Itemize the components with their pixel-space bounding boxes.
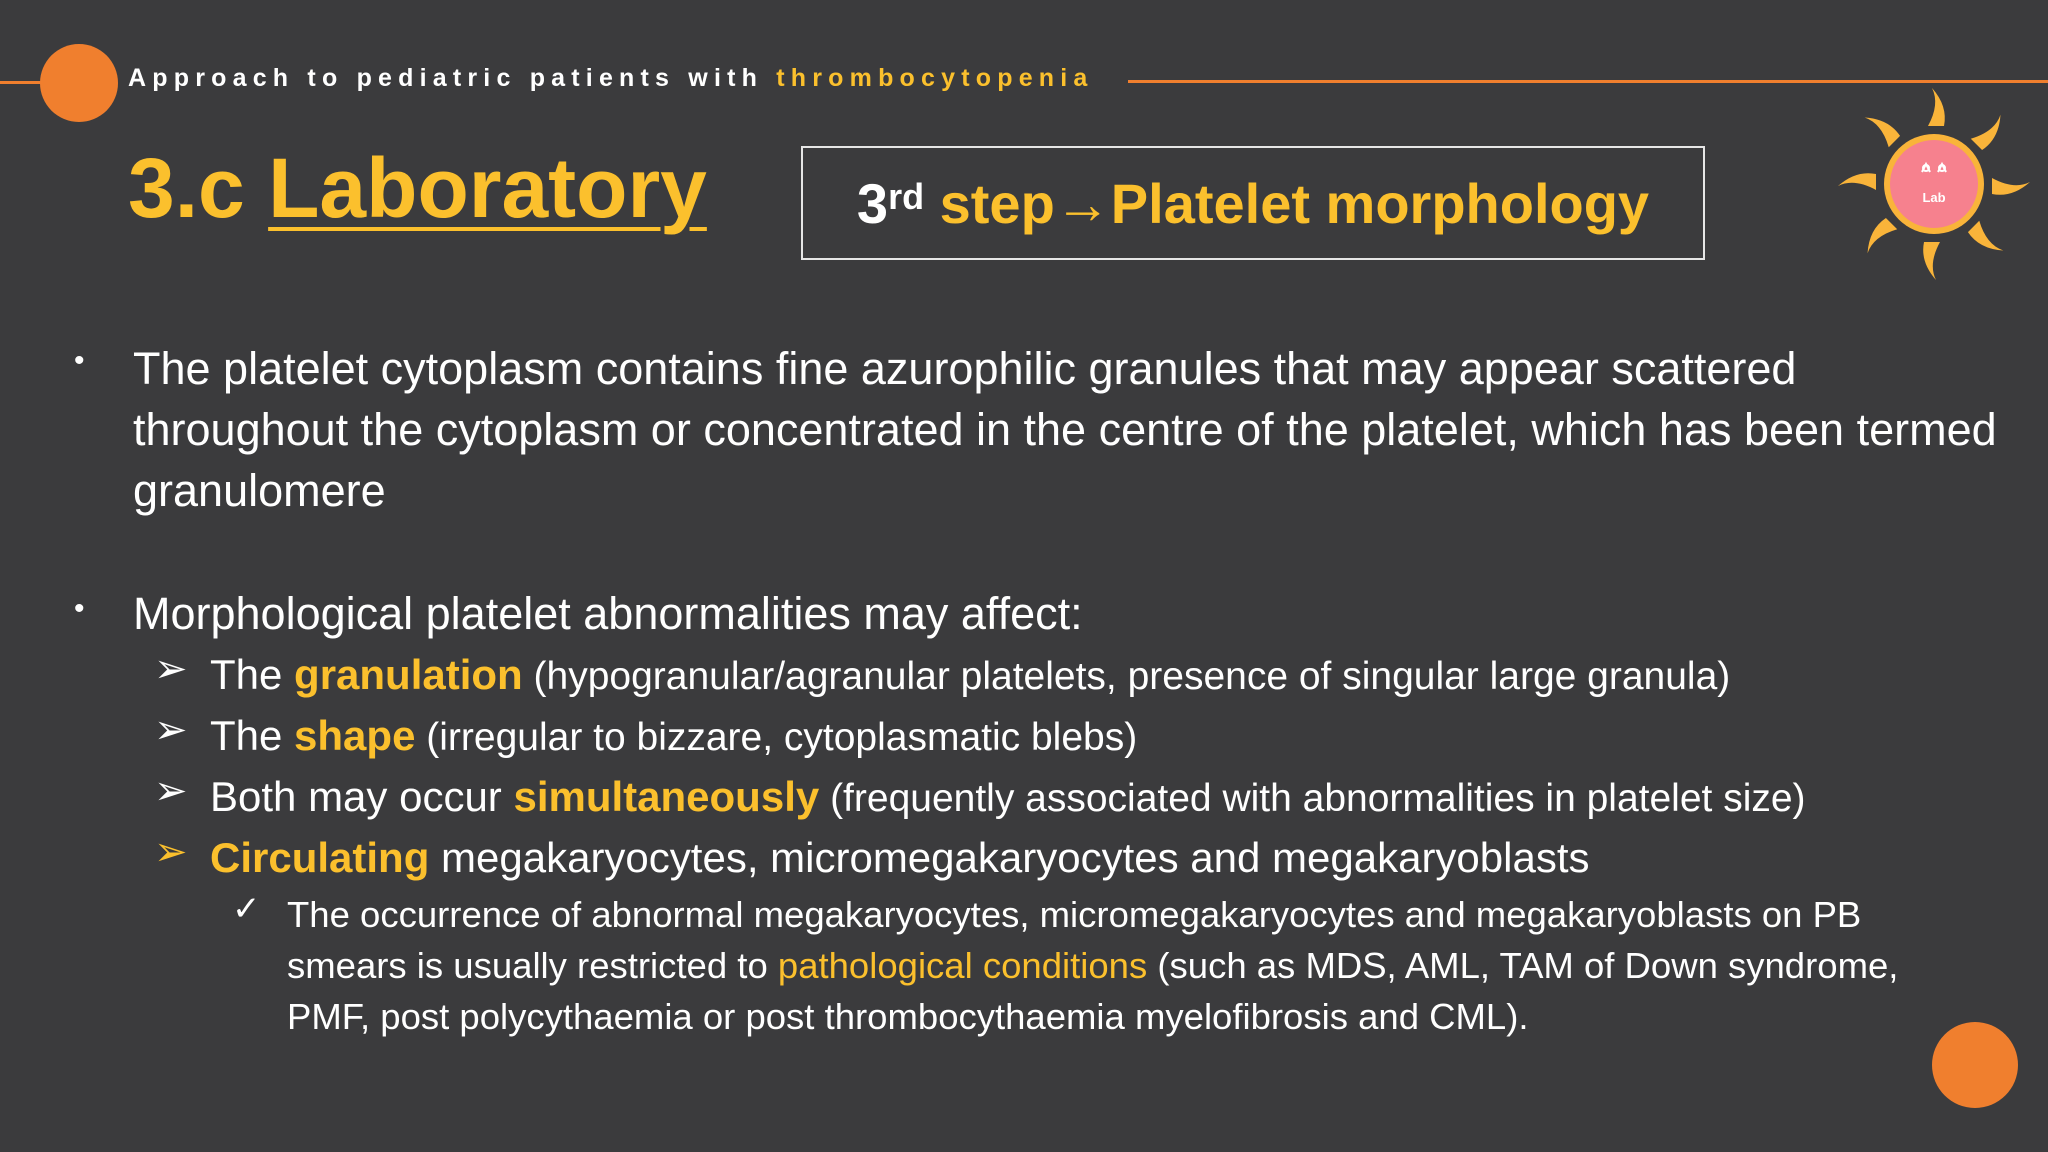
bullet-dot-icon: • xyxy=(74,344,85,377)
header-circle-decoration xyxy=(40,44,118,122)
header-title-prefix: Approach to pediatric patients with xyxy=(128,64,777,92)
footer-circle-decoration xyxy=(1932,1022,2018,1108)
slide-title-word: Laboratory xyxy=(268,141,707,235)
sub-item-simultaneously xyxy=(210,766,1806,829)
step-arrow: → xyxy=(1054,171,1111,235)
sub-item-highlight: Circulating xyxy=(210,834,430,881)
bullet-paragraph-1: The platelet cytoplasm contains fine azurophilic granules that may appear scattered throughout the cytoplasm or concentrated in the centre of the platelet, which has been termed granulomere xyxy=(133,343,1997,516)
step-box xyxy=(801,146,1705,260)
header-line-right xyxy=(1128,80,2048,83)
slide-title xyxy=(128,138,707,238)
sub-item-detail: (frequently associated with abnormalities in platelet size) xyxy=(819,777,1806,820)
logo-text: Lab xyxy=(1922,190,1946,205)
step-topic: Platelet morphology xyxy=(1110,171,1650,235)
step-label: step xyxy=(924,171,1055,235)
sub-item-prefix: The xyxy=(210,651,295,698)
arrow-bullet-icon: ➢ xyxy=(154,830,188,874)
bullet-paragraph-2: Morphological platelet abnormalities may affect: xyxy=(133,588,1083,639)
sub-item-circulating xyxy=(210,827,1590,888)
note-paragraph xyxy=(287,889,1987,1042)
header-line-left xyxy=(0,81,42,84)
slide-title-number: 3.c xyxy=(128,141,269,235)
arrow-bullet-icon: ➢ xyxy=(154,708,188,752)
step-ordinal-suffix: rd xyxy=(888,176,925,217)
header-title xyxy=(128,62,1094,94)
sub-item-shape xyxy=(210,705,1137,768)
sub-item-prefix: Both may occur xyxy=(210,773,514,820)
arrow-bullet-icon: ➢ xyxy=(154,647,188,691)
bullet-dot-icon: • xyxy=(74,592,85,625)
note-highlight: pathological conditions xyxy=(777,945,1148,986)
sub-item-granulation xyxy=(210,644,1730,707)
sub-item-prefix: The xyxy=(210,712,295,759)
header-title-highlight: thrombocytopenia xyxy=(776,64,1094,92)
sub-item-highlight: simultaneously xyxy=(513,773,820,820)
sub-item-detail: (irregular to bizzare, cytoplasmatic blebs) xyxy=(415,716,1138,759)
arrow-bullet-icon: ➢ xyxy=(154,769,188,813)
sub-item-highlight: granulation xyxy=(294,651,523,698)
note-text-before: The occurrence of abnormal megakaryocytes, micromegakaryocytes and megakaryoblasts on PB smears is usually restricted to xyxy=(287,894,1862,986)
step-ordinal: 3 xyxy=(856,171,889,235)
check-icon: ✓ xyxy=(232,890,261,928)
sub-item-highlight: shape xyxy=(294,712,416,759)
note-text-after: (such as MDS, AML, TAM of Down syndrome, PMF, post polycythaemia or post thrombocythaemia myelofibrosis and CML). xyxy=(287,945,1899,1037)
sub-item-detail: (hypogranular/agranular platelets, presence of singular large granula) xyxy=(522,655,1731,698)
sub-item-detail: megakaryocytes, micromegakaryocytes and megakaryoblasts xyxy=(429,834,1590,881)
sun-logo-icon xyxy=(1838,88,2030,280)
